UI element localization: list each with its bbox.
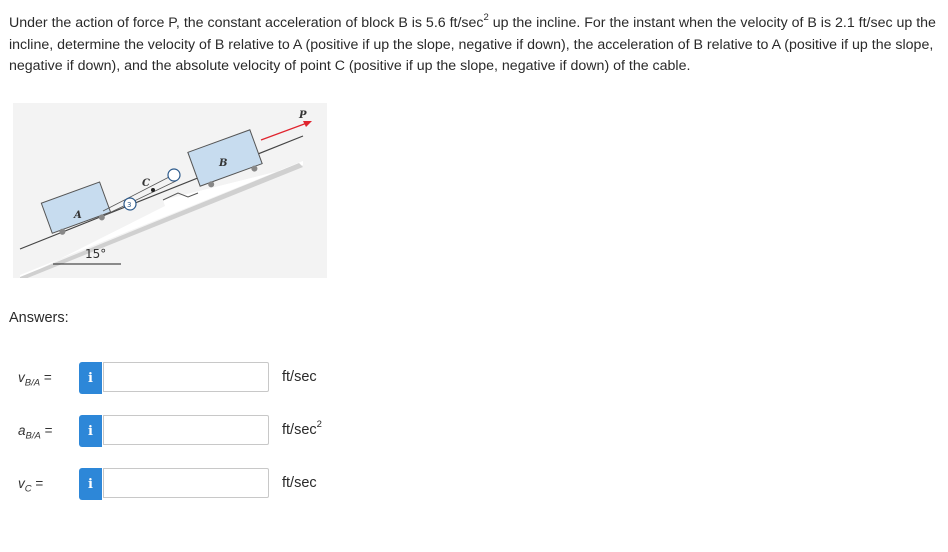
var-subscript: B/A — [24, 377, 41, 389]
equals-sign: = — [31, 476, 44, 491]
unit-label — [282, 419, 322, 438]
var-symbol: a — [18, 423, 26, 438]
unit-text: ft/sec — [282, 422, 317, 438]
incline-diagram — [13, 103, 327, 278]
problem-text-part1: Under the action of force P, the constant acceleration of block B is 5.6 ft/sec — [9, 15, 484, 31]
problem-statement — [9, 13, 941, 78]
problem-superscript: 2 — [483, 12, 489, 24]
cable-upper — [103, 175, 173, 211]
equals-sign: = — [40, 370, 52, 385]
info-icon[interactable]: i — [79, 415, 102, 447]
unit-text: ft/sec — [282, 369, 317, 385]
equals-sign: = — [40, 423, 53, 438]
var-label — [18, 476, 43, 495]
point-c-icon — [151, 188, 155, 192]
answer-row-v-c — [0, 467, 400, 501]
unit-label — [282, 369, 317, 385]
var-label — [18, 423, 52, 442]
unit-label — [282, 475, 317, 491]
var-label — [18, 370, 52, 389]
var-subscript: B/A — [25, 430, 41, 442]
var-symbol: v — [18, 476, 25, 491]
answer-row-a-ba — [0, 414, 400, 448]
label-c: C — [142, 178, 150, 189]
var-subscript: C — [24, 483, 32, 495]
label-a: A — [74, 210, 82, 221]
answer-input-v-ba[interactable] — [103, 362, 269, 392]
answer-input-v-c[interactable] — [103, 468, 269, 498]
unit-text: ft/sec — [282, 475, 317, 491]
answers-title: Answers: — [9, 310, 69, 326]
label-p: P — [299, 110, 307, 121]
pulley-icon — [168, 169, 180, 181]
answer-row-v-ba — [0, 361, 400, 395]
unit-superscript: 2 — [316, 419, 322, 431]
pulley-label: 3 — [127, 201, 132, 209]
answer-input-a-ba[interactable] — [103, 415, 269, 445]
label-b: B — [219, 158, 228, 169]
info-icon[interactable]: i — [79, 362, 102, 394]
incline-figure — [13, 103, 327, 278]
problem-text-part2: up the incline. For the instant when the velocity of B is 2.1 ft/sec up the incline, determine the velocity of B relative to A (positive if up the slope, negative if down), the acceleration of B relative to A (positive if up the slope, negative if down), and the absolute velocity of point C (positive if up the slope, negative if down) of the cable. — [9, 15, 936, 74]
info-icon[interactable]: i — [79, 468, 102, 500]
var-symbol: v — [18, 370, 25, 385]
label-angle: 15° — [85, 247, 107, 261]
